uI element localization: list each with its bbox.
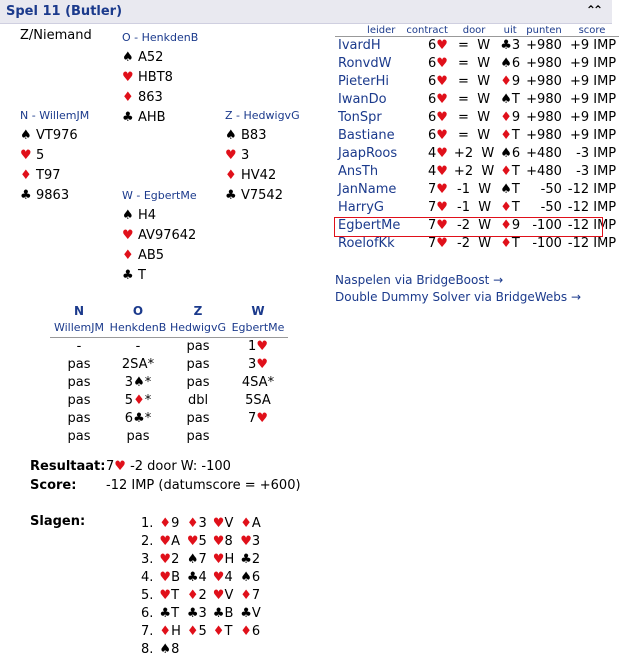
bidding-round xyxy=(50,337,288,355)
result-outcome: = W xyxy=(458,56,491,71)
result-contract: 4♥ xyxy=(427,164,448,179)
trick-card: ♦3 xyxy=(186,515,207,531)
bid-cell: - xyxy=(76,338,82,354)
heart-icon: ♥ xyxy=(186,533,199,549)
highlighted-result-row xyxy=(334,217,603,237)
result-lead: ♠6 xyxy=(500,146,521,161)
trick-card: ♥2 xyxy=(159,551,180,567)
result-value: 7♥ -2 door W: -100 xyxy=(106,459,231,474)
double-dummy-solver-link[interactable]: Double Dummy Solver via BridgeWebs → xyxy=(335,290,582,304)
heart-icon: ♥ xyxy=(256,410,268,426)
result-contract: 7♥ xyxy=(427,182,448,197)
hand-north-clubs: ♣ 9863 xyxy=(20,186,89,206)
trick-row xyxy=(138,604,264,622)
diamond-icon: ♦ xyxy=(500,218,512,233)
result-points: +480 xyxy=(526,164,562,179)
tricks-table xyxy=(138,514,264,658)
result-player[interactable]: JanName xyxy=(338,182,397,197)
result-points: -100 xyxy=(532,218,562,233)
result-lead: ♦T xyxy=(500,164,520,179)
col-door: door xyxy=(462,25,486,36)
bid-cell: 6♣* xyxy=(124,410,152,426)
trick-card: ♥H xyxy=(212,551,235,567)
result-score: +9 IMP xyxy=(569,38,617,54)
col-uit: uit xyxy=(503,25,517,36)
diamond-icon: ♦ xyxy=(186,515,199,531)
spade-icon: ♠ xyxy=(122,50,134,65)
bid-name-z: HedwigvG xyxy=(168,319,228,337)
trick-card: ♣3 xyxy=(186,605,207,621)
result-player[interactable]: AnsTh xyxy=(338,164,379,179)
result-outcome: = W xyxy=(458,74,491,89)
heart-icon: ♥ xyxy=(225,148,237,163)
heart-icon: ♥ xyxy=(436,218,448,233)
tricks-list xyxy=(138,514,264,658)
trick-row xyxy=(138,640,264,658)
result-contract: 6♥ xyxy=(427,92,448,107)
trick-card: ♣V xyxy=(240,605,261,621)
trick-card: ♣2 xyxy=(240,551,261,567)
result-outcome: -2 W xyxy=(457,218,492,233)
diamond-icon: ♦ xyxy=(225,168,237,183)
club-icon: ♣ xyxy=(133,410,145,426)
diamond-icon: ♦ xyxy=(500,164,512,179)
diamond-icon: ♦ xyxy=(500,74,512,89)
hand-south-clubs: ♣ V7542 xyxy=(225,186,300,206)
tricks-label: Slagen: xyxy=(30,514,86,529)
bid-cell: pas xyxy=(67,374,91,390)
result-points: +980 xyxy=(526,74,562,89)
bidding-round xyxy=(50,427,288,445)
result-score: -3 IMP xyxy=(576,164,617,179)
bid-name-o: HenkdenB xyxy=(108,319,168,337)
diamond-icon: ♦ xyxy=(20,168,32,183)
result-row[interactable] xyxy=(335,55,619,73)
club-icon: ♣ xyxy=(212,605,225,621)
heart-icon: ♥ xyxy=(436,236,448,251)
hand-east-spades: ♠ A52 xyxy=(122,48,198,68)
bid-cell: dbl xyxy=(187,392,209,408)
result-player[interactable]: EgbertMe xyxy=(338,218,401,233)
diamond-icon: ♦ xyxy=(240,623,252,639)
trick-card: ♦2 xyxy=(186,587,207,603)
bid-cell: 5SA xyxy=(245,392,271,408)
spade-icon: ♠ xyxy=(133,374,145,390)
result-outcome: +2 W xyxy=(453,164,495,179)
bid-name-w: EgbertMe xyxy=(228,319,288,337)
result-row[interactable] xyxy=(335,91,619,109)
result-player[interactable]: RoelofKk xyxy=(338,236,395,251)
result-score: -3 IMP xyxy=(576,146,617,161)
trick-card: ♠7 xyxy=(186,551,207,567)
club-icon: ♣ xyxy=(159,605,172,621)
result-label: Resultaat: xyxy=(30,459,106,474)
bid-cell xyxy=(228,427,288,445)
heart-icon: ♥ xyxy=(436,56,448,71)
trick-card: ♥V xyxy=(212,515,234,531)
result-lead: ♠T xyxy=(500,92,520,107)
trick-card: ♥V xyxy=(212,587,234,603)
spade-icon: ♠ xyxy=(20,128,32,143)
diamond-icon: ♦ xyxy=(240,587,252,603)
trick-card: ♠6 xyxy=(240,569,261,585)
diamond-icon: ♦ xyxy=(240,515,252,531)
trick-number: 4. xyxy=(141,569,154,585)
result-score: -12 IMP xyxy=(567,182,617,197)
trick-card: ♦7 xyxy=(240,587,261,603)
result-row[interactable] xyxy=(335,181,619,199)
result-row[interactable] xyxy=(335,127,619,145)
result-outcome: = W xyxy=(458,110,491,125)
hand-south-name: Z - HedwigvG xyxy=(225,109,300,122)
bidding-box xyxy=(50,303,288,445)
result-player[interactable]: JaapRoos xyxy=(338,146,398,161)
dealer-vulnerability: Z/Niemand xyxy=(20,28,92,43)
heart-icon: ♥ xyxy=(114,459,126,474)
trick-row xyxy=(138,514,264,532)
diamond-icon: ♦ xyxy=(159,623,172,639)
diamond-icon: ♦ xyxy=(122,248,134,263)
club-icon: ♣ xyxy=(500,38,512,54)
result-outcome: = W xyxy=(458,128,491,143)
spade-icon: ♠ xyxy=(225,128,237,143)
result-player[interactable]: RonvdW xyxy=(338,56,392,71)
heart-icon: ♥ xyxy=(436,182,448,197)
bid-cell: 3♠* xyxy=(124,374,152,390)
bid-cell: 1♥ xyxy=(248,338,268,354)
diamond-icon: ♦ xyxy=(500,200,512,215)
result-outcome: -1 W xyxy=(457,200,492,215)
heart-icon: ♥ xyxy=(159,533,172,549)
result-points: -50 xyxy=(540,182,562,197)
club-icon: ♣ xyxy=(186,569,199,585)
diamond-icon: ♦ xyxy=(500,110,512,125)
heart-icon: ♥ xyxy=(436,128,448,143)
result-contract: 4♥ xyxy=(427,146,448,161)
hand-south-spades: ♠ B83 xyxy=(225,126,300,146)
result-outcome: -2 W xyxy=(457,236,492,251)
diamond-icon: ♦ xyxy=(500,128,512,143)
bidding-round xyxy=(50,373,288,391)
heart-icon: ♥ xyxy=(159,551,172,567)
diamond-icon: ♦ xyxy=(122,90,134,105)
club-icon: ♣ xyxy=(186,605,199,621)
hand-east-clubs: ♣ AHB xyxy=(122,108,198,128)
bid-cell: pas xyxy=(186,356,210,372)
trick-number: 5. xyxy=(141,587,154,603)
bid-cell: pas xyxy=(67,428,91,444)
trick-card: ♥B xyxy=(159,569,180,585)
result-points: +480 xyxy=(526,146,562,161)
hand-west-name: W - EgbertMe xyxy=(122,189,197,202)
result-outcome: -1 W xyxy=(457,182,492,197)
club-icon: ♣ xyxy=(225,188,237,203)
spade-icon: ♠ xyxy=(500,146,512,161)
deal-title-bar xyxy=(0,0,612,24)
trick-number: 7. xyxy=(141,623,154,639)
result-score: +9 IMP xyxy=(569,128,617,143)
heart-icon: ♥ xyxy=(122,228,134,243)
bid-name-n: WillemJM xyxy=(50,319,108,337)
result-row[interactable] xyxy=(335,37,619,55)
hand-south-diamonds: ♦ HV42 xyxy=(225,166,300,186)
trick-card: ♣T xyxy=(159,605,180,621)
trick-number: 3. xyxy=(141,551,154,567)
hand-east-hearts: ♥ HBT8 xyxy=(122,68,198,88)
result-row[interactable] xyxy=(335,235,619,253)
bid-cell: pas xyxy=(186,338,210,354)
result-contract: 6♥ xyxy=(427,56,448,71)
deal-title: Spel 11 (Butler) xyxy=(6,4,123,19)
result-points: -50 xyxy=(540,200,562,215)
trick-row xyxy=(138,586,264,604)
heart-icon: ♥ xyxy=(212,587,225,603)
heart-icon: ♥ xyxy=(212,569,225,585)
result-outcome: = W xyxy=(458,92,491,107)
result-score: -12 IMP xyxy=(567,218,617,233)
bid-cell: - xyxy=(135,338,141,354)
trick-row xyxy=(138,568,264,586)
heart-icon: ♥ xyxy=(256,338,268,354)
result-score: +9 IMP xyxy=(569,110,617,125)
bid-cell: pas xyxy=(67,356,91,372)
hand-west-clubs: ♣ T xyxy=(122,266,197,286)
spade-icon: ♠ xyxy=(186,551,199,567)
result-contract: 6♥ xyxy=(427,128,448,143)
hand-north xyxy=(20,106,89,206)
spade-icon: ♠ xyxy=(240,569,252,585)
result-lead: ♦T xyxy=(500,200,520,215)
result-points: +980 xyxy=(526,110,562,125)
diamond-icon: ♦ xyxy=(500,236,512,251)
result-points: +980 xyxy=(526,128,562,143)
result-lead: ♦9 xyxy=(500,218,521,233)
heart-icon: ♥ xyxy=(436,74,448,89)
result-player[interactable]: HarryG xyxy=(338,200,384,215)
col-punten: punten xyxy=(526,25,562,36)
bid-col-w: W xyxy=(251,304,265,318)
result-row[interactable] xyxy=(335,163,619,181)
bid-col-n: N xyxy=(73,304,85,318)
result-lead: ♦9 xyxy=(500,74,521,89)
hand-west xyxy=(122,186,197,286)
bidding-table xyxy=(50,303,288,445)
hand-west-hearts: ♥ AV97642 xyxy=(122,226,197,246)
result-contract: 6♥ xyxy=(427,74,448,89)
club-icon: ♣ xyxy=(122,268,134,283)
trick-number: 8. xyxy=(141,641,154,657)
bid-cell: 7♥ xyxy=(248,410,268,426)
result-score: +9 IMP xyxy=(569,74,617,89)
hand-north-diamonds: ♦ T97 xyxy=(20,166,89,186)
trick-card: ♥A xyxy=(159,533,180,549)
trick-card: ♣B xyxy=(212,605,234,621)
result-row[interactable] xyxy=(335,145,619,163)
heart-icon: ♥ xyxy=(20,148,32,163)
heart-icon: ♥ xyxy=(240,533,252,549)
bid-cell: 5♦* xyxy=(124,392,152,408)
trick-card: ♥3 xyxy=(240,533,261,549)
bid-cell: pas xyxy=(67,410,91,426)
naspelen-link[interactable]: Naspelen via BridgeBoost → xyxy=(335,273,504,287)
bid-cell: pas xyxy=(67,392,91,408)
result-row[interactable] xyxy=(335,73,619,91)
bidding-round xyxy=(50,409,288,427)
diamond-icon: ♦ xyxy=(133,392,145,408)
heart-icon: ♥ xyxy=(436,92,448,107)
trick-card: ♦A xyxy=(240,515,261,531)
bid-cell: pas xyxy=(186,410,210,426)
club-icon: ♣ xyxy=(240,551,252,567)
bidding-round xyxy=(50,391,288,409)
result-outcome: = W xyxy=(458,38,491,54)
result-lead: ♣3 xyxy=(500,38,521,54)
result-player[interactable]: IwanDo xyxy=(338,92,387,107)
col-contract: contract xyxy=(406,25,448,36)
spade-icon: ♠ xyxy=(500,92,512,107)
result-lead: ♠T xyxy=(500,182,520,197)
result-contract: 7♥ xyxy=(427,200,448,215)
bid-cell: pas xyxy=(126,428,150,444)
heart-icon: ♥ xyxy=(436,164,448,179)
hand-west-spades: ♠ H4 xyxy=(122,206,197,226)
result-lead: ♦T xyxy=(500,236,520,251)
trick-card: ♦T xyxy=(212,623,233,639)
bid-cell: 2SA* xyxy=(121,356,155,372)
trick-row xyxy=(138,532,264,550)
bid-cell: pas xyxy=(186,428,210,444)
trick-card: ♦9 xyxy=(159,515,180,531)
heart-icon: ♥ xyxy=(436,200,448,215)
trick-card: ♠8 xyxy=(159,641,180,657)
heart-icon: ♥ xyxy=(436,110,448,125)
score-value: -12 IMP (datumscore = +600) xyxy=(106,478,301,493)
col-leider: leider xyxy=(367,25,396,36)
result-outcome: +2 W xyxy=(453,146,495,161)
hand-south-hearts: ♥ 3 xyxy=(225,146,300,166)
trick-card: ♦6 xyxy=(240,623,261,639)
trick-card: ♣4 xyxy=(186,569,207,585)
trick-card: ♦H xyxy=(159,623,181,639)
hand-east xyxy=(122,28,198,128)
heart-icon: ♥ xyxy=(159,569,172,585)
result-lead: ♦T xyxy=(500,128,520,143)
result-player[interactable]: TonSpr xyxy=(338,110,382,125)
result-player[interactable]: PieterHi xyxy=(338,74,389,89)
trick-number: 6. xyxy=(141,605,154,621)
diamond-icon: ♦ xyxy=(212,623,225,639)
diamond-icon: ♦ xyxy=(186,623,199,639)
hand-east-name: O - HenkdenB xyxy=(122,31,199,44)
heart-icon: ♥ xyxy=(212,533,225,549)
heart-icon: ♥ xyxy=(122,70,134,85)
result-lead: ♠6 xyxy=(500,56,521,71)
hand-east-diamonds: ♦ 863 xyxy=(122,88,198,108)
hand-north-spades: ♠ VT976 xyxy=(20,126,89,146)
result-score: +9 IMP xyxy=(569,92,617,107)
result-player[interactable]: IvardH xyxy=(338,38,381,54)
trick-card: ♥5 xyxy=(186,533,207,549)
spade-icon: ♠ xyxy=(159,641,172,657)
club-icon: ♣ xyxy=(20,188,32,203)
bid-cell: 4SA* xyxy=(241,374,275,390)
result-contract: 7♥ xyxy=(427,218,448,233)
double-chevron-up-icon[interactable]: ⌃⌃ xyxy=(585,3,600,17)
bid-cell: pas xyxy=(186,374,210,390)
spade-icon: ♠ xyxy=(500,182,512,197)
trick-number: 2. xyxy=(141,533,154,549)
trick-card: ♥8 xyxy=(212,533,233,549)
bid-cell: 3♥ xyxy=(248,356,268,372)
bid-col-o: O xyxy=(132,304,144,318)
bid-col-z: Z xyxy=(193,304,203,318)
result-contract: 7♥ xyxy=(427,236,448,251)
trick-number: 1. xyxy=(141,515,154,531)
result-points: +980 xyxy=(526,38,562,54)
hand-north-name: N - WillemJM xyxy=(20,109,90,122)
result-score: +9 IMP xyxy=(569,56,617,71)
result-points: +980 xyxy=(526,56,562,71)
result-lead: ♦9 xyxy=(500,110,521,125)
heart-icon: ♥ xyxy=(212,551,225,567)
trick-card: ♥T xyxy=(159,587,180,603)
result-score: -12 IMP xyxy=(567,236,617,251)
result-points: +980 xyxy=(526,92,562,107)
hand-north-hearts: ♥ 5 xyxy=(20,146,89,166)
result-score: -12 IMP xyxy=(567,200,617,215)
trick-row xyxy=(138,550,264,568)
diamond-icon: ♦ xyxy=(186,587,199,603)
spade-icon: ♠ xyxy=(500,56,512,71)
result-row[interactable] xyxy=(335,199,619,217)
hand-west-diamonds: ♦ AB5 xyxy=(122,246,197,266)
score-label: Score: xyxy=(30,478,77,493)
result-row[interactable] xyxy=(335,109,619,127)
bidding-round xyxy=(50,355,288,373)
heart-icon: ♥ xyxy=(436,38,448,54)
club-icon: ♣ xyxy=(122,110,134,125)
trick-card: ♥4 xyxy=(212,569,233,585)
result-points: -100 xyxy=(532,236,562,251)
trick-row xyxy=(138,622,264,640)
result-contract: 6♥ xyxy=(427,110,448,125)
spade-icon: ♠ xyxy=(122,208,134,223)
club-icon: ♣ xyxy=(240,605,252,621)
col-score: score xyxy=(578,25,606,36)
heart-icon: ♥ xyxy=(212,515,225,531)
hand-south xyxy=(225,106,300,206)
heart-icon: ♥ xyxy=(436,146,448,161)
trick-card: ♦5 xyxy=(186,623,207,639)
heart-icon: ♥ xyxy=(159,587,172,603)
heart-icon: ♥ xyxy=(256,356,268,372)
diamond-icon: ♦ xyxy=(159,515,172,531)
result-contract: 6♥ xyxy=(427,38,448,54)
result-player[interactable]: Bastiane xyxy=(338,128,395,143)
